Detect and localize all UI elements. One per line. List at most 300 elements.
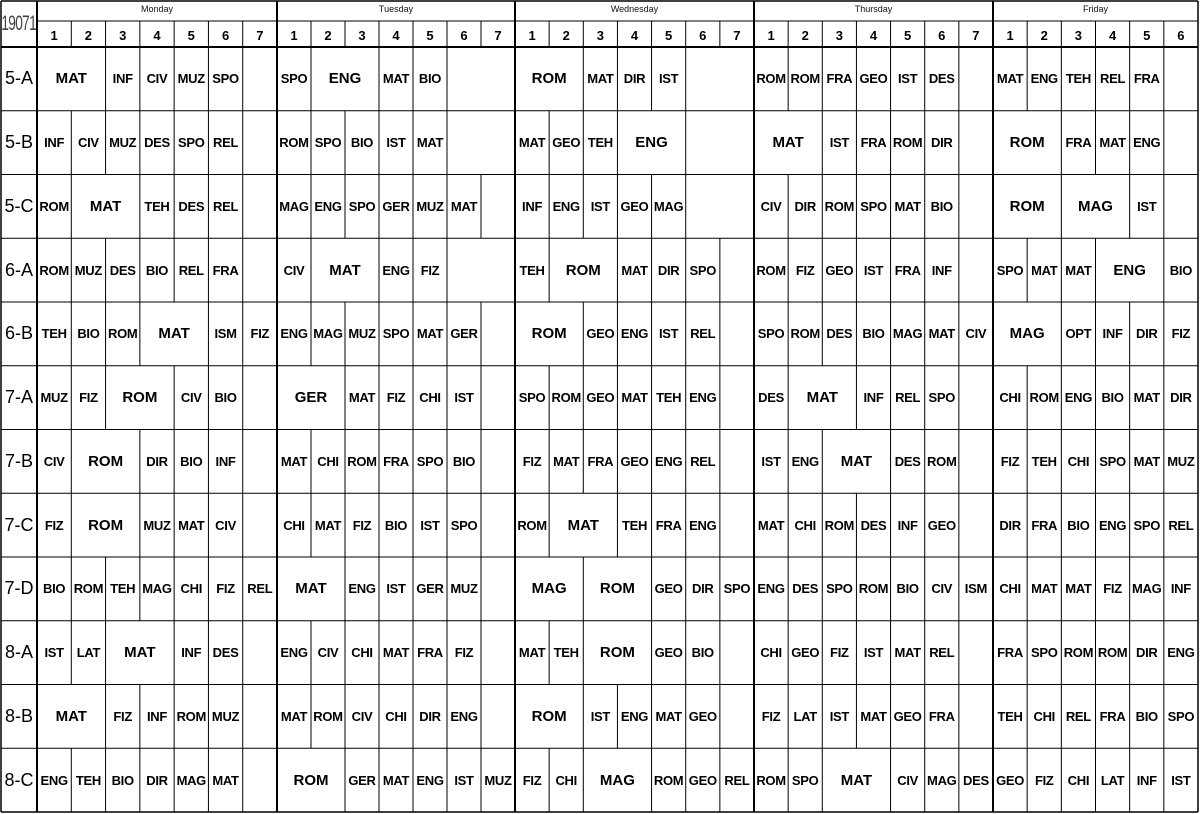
- lesson-cell: GEO: [825, 262, 854, 278]
- lesson-cell: MAT: [280, 453, 308, 469]
- lesson-cell: ROM: [1097, 645, 1128, 661]
- lesson-cell: CIV: [760, 198, 782, 214]
- lesson-cell: FRA: [212, 262, 239, 278]
- lesson-cell: REL: [929, 645, 955, 661]
- lesson-cell: BIO: [214, 390, 237, 406]
- period-number: 4: [630, 27, 639, 43]
- lesson-cell: REL: [178, 262, 204, 278]
- lesson-cell: DES: [758, 390, 784, 406]
- period-number: 3: [1074, 27, 1083, 43]
- lesson-cell: BIO: [1135, 708, 1158, 724]
- lesson-cell: DES: [792, 581, 819, 597]
- lesson-cell: TEH: [997, 708, 1023, 724]
- lesson-cell: ENG: [1167, 645, 1195, 661]
- lesson-cell: BIO: [418, 71, 442, 87]
- lesson-cell: IST: [658, 71, 679, 87]
- lesson-cell: REL: [213, 135, 239, 151]
- lesson-cell: INF: [1170, 581, 1191, 597]
- lesson-cell: INF: [112, 71, 133, 87]
- lesson-cell: CIV: [965, 326, 987, 342]
- lesson-cell: CIV: [78, 135, 99, 151]
- lesson-cell: FIZ: [250, 326, 270, 342]
- lesson-cell: MUZ: [40, 390, 68, 406]
- lesson-cell: GEO: [688, 708, 717, 724]
- lesson-cell: GEO: [893, 708, 922, 724]
- period-number: 6: [460, 27, 468, 43]
- lesson-cell: ROM: [1009, 134, 1045, 152]
- class-label: 6-A: [4, 259, 33, 280]
- lesson-cell: DIR: [999, 517, 1021, 533]
- lesson-cell: MAT: [382, 71, 410, 87]
- lesson-cell: MAT: [348, 390, 376, 406]
- lesson-cell: MAT: [416, 135, 444, 151]
- period-number: 4: [153, 27, 161, 43]
- day-label: Monday: [140, 4, 174, 14]
- lesson-cell: MAT: [806, 389, 838, 407]
- lesson-cell: SPO: [928, 390, 956, 406]
- lesson-cell: GER: [416, 581, 444, 597]
- lesson-cell: ENG: [689, 517, 717, 533]
- period-number: 5: [1143, 27, 1151, 43]
- period-number: 6: [938, 27, 946, 43]
- lesson-cell: REL: [895, 390, 921, 406]
- lesson-cell: ROM: [1029, 390, 1059, 406]
- lesson-cell: MAT: [840, 771, 873, 789]
- lesson-cell: LAT: [793, 708, 817, 724]
- class-label: 5-A: [4, 68, 33, 89]
- lesson-cell: DIR: [794, 198, 816, 214]
- lesson-cell: GEO: [586, 390, 615, 406]
- lesson-cell: ENG: [280, 326, 308, 342]
- lesson-cell: IST: [590, 708, 611, 724]
- lesson-cell: CHI: [1067, 453, 1090, 469]
- lesson-cell: INF: [863, 390, 884, 406]
- lesson-cell: CHI: [1067, 772, 1090, 788]
- lesson-cell: ROM: [531, 70, 567, 88]
- lesson-cell: LAT: [1100, 772, 1125, 788]
- lesson-cell: FRA: [826, 71, 853, 87]
- lesson-cell: MAT: [587, 71, 614, 87]
- lesson-cell: FRA: [1031, 517, 1058, 533]
- lesson-cell: IST: [1171, 772, 1191, 788]
- lesson-cell: ROM: [1063, 645, 1094, 661]
- lesson-cell: ROM: [824, 198, 855, 214]
- lesson-cell: ENG: [450, 708, 478, 724]
- lesson-cell: MUZ: [1167, 453, 1195, 469]
- lesson-cell: ROM: [599, 580, 635, 598]
- lesson-cell: IST: [44, 645, 64, 661]
- period-number: 1: [767, 27, 775, 43]
- lesson-cell: TEH: [621, 517, 648, 533]
- period-number: 1: [290, 27, 298, 43]
- lesson-cell: BIO: [896, 581, 919, 597]
- lesson-cell: IST: [454, 772, 474, 788]
- lesson-cell: CIV: [317, 645, 339, 661]
- lesson-cell: MAT: [89, 197, 122, 215]
- period-number: 5: [665, 27, 673, 43]
- lesson-cell: DES: [928, 71, 955, 87]
- lesson-cell: INF: [146, 708, 167, 724]
- period-number: 4: [869, 27, 878, 43]
- lesson-cell: DIR: [623, 71, 646, 87]
- lesson-cell: INF: [897, 517, 918, 533]
- lesson-cell: ROM: [313, 708, 343, 724]
- lesson-cell: LAT: [76, 645, 101, 661]
- class-label: 8-A: [4, 642, 33, 663]
- lesson-cell: GEO: [859, 71, 888, 87]
- lesson-cell: MAT: [553, 453, 580, 469]
- lesson-cell: MUZ: [109, 135, 137, 151]
- lesson-cell: IST: [863, 262, 884, 278]
- period-number: 2: [1040, 27, 1048, 43]
- lesson-cell: BIO: [77, 326, 100, 342]
- lesson-cell: GEO: [654, 581, 683, 597]
- day-label: Tuesday: [378, 4, 414, 14]
- lesson-cell: ROM: [517, 517, 547, 533]
- lesson-cell: BIO: [1067, 517, 1090, 533]
- lesson-cell: FIZ: [522, 453, 542, 469]
- lesson-cell: SPO: [212, 71, 239, 87]
- lesson-cell: ENG: [635, 134, 668, 152]
- lesson-cell: SPO: [314, 135, 342, 151]
- lesson-cell: MAT: [860, 708, 887, 724]
- lesson-cell: MAT: [1065, 581, 1092, 597]
- lesson-cell: MAT: [314, 517, 342, 533]
- lesson-cell: MAT: [567, 516, 599, 534]
- lesson-cell: GEO: [552, 135, 581, 151]
- period-number: 1: [528, 27, 536, 43]
- lesson-cell: DIR: [657, 262, 680, 278]
- lesson-cell: INF: [181, 645, 202, 661]
- lesson-cell: IST: [761, 453, 781, 469]
- lesson-cell: ROM: [531, 325, 567, 343]
- lesson-cell: REL: [690, 326, 716, 342]
- lesson-cell: BIO: [350, 135, 374, 151]
- lesson-cell: GER: [348, 772, 376, 788]
- lesson-cell: MUZ: [177, 71, 205, 87]
- lesson-cell: MAT: [212, 772, 239, 788]
- lesson-cell: MAG: [927, 772, 957, 788]
- lesson-cell: FRA: [383, 453, 409, 469]
- timetable-grid: [1, 1, 1198, 812]
- lesson-cell: GEO: [927, 517, 956, 533]
- lesson-cell: SPO: [826, 581, 853, 597]
- lesson-cell: SPO: [689, 262, 717, 278]
- lesson-cell: MAT: [178, 517, 205, 533]
- lesson-cell: DES: [178, 198, 205, 214]
- lesson-cell: TEH: [75, 772, 101, 788]
- lesson-cell: SPO: [382, 326, 410, 342]
- lesson-cell: MUZ: [74, 262, 103, 278]
- lesson-cell: ENG: [280, 645, 308, 661]
- lesson-cell: GER: [294, 389, 328, 407]
- lesson-cell: MAT: [280, 708, 308, 724]
- lesson-cell: FRA: [1065, 135, 1092, 151]
- lesson-cell: CIV: [146, 71, 168, 87]
- lesson-cell: ROM: [88, 452, 124, 470]
- lesson-cell: DES: [144, 135, 170, 151]
- lesson-cell: ROM: [927, 453, 957, 469]
- lesson-cell: GEO: [688, 772, 717, 788]
- lesson-cell: IST: [897, 71, 918, 87]
- lesson-cell: IST: [658, 326, 679, 342]
- lesson-cell: ROM: [122, 389, 158, 407]
- lesson-cell: MAT: [996, 71, 1024, 87]
- lesson-cell: CHI: [794, 517, 816, 533]
- lesson-cell: CIV: [283, 262, 305, 278]
- lesson-cell: BIO: [1101, 390, 1124, 406]
- lesson-cell: INF: [215, 453, 236, 469]
- lesson-cell: DIR: [1135, 326, 1158, 342]
- lesson-cell: ROM: [790, 71, 820, 87]
- lesson-cell: MAT: [757, 517, 785, 533]
- lesson-cell: TEH: [1065, 71, 1091, 87]
- lesson-cell: BIO: [1169, 262, 1193, 278]
- lesson-cell: FIZ: [1103, 581, 1122, 597]
- lesson-cell: MAG: [1009, 325, 1045, 343]
- lesson-cell: GER: [382, 198, 410, 214]
- lesson-cell: ROM: [88, 516, 124, 534]
- lesson-cell: BIO: [180, 453, 203, 469]
- lesson-cell: MAG: [599, 771, 635, 789]
- lesson-cell: MAG: [1132, 581, 1162, 597]
- lesson-cell: DIR: [419, 708, 441, 724]
- lesson-cell: IST: [1137, 198, 1157, 214]
- lesson-cell: CIV: [215, 517, 236, 533]
- class-label: 8-B: [4, 705, 33, 726]
- lesson-cell: MAT: [1065, 262, 1092, 278]
- lesson-cell: FRA: [860, 135, 887, 151]
- lesson-cell: SPO: [280, 71, 308, 87]
- lesson-cell: FIZ: [113, 708, 132, 724]
- lesson-cell: MAT: [55, 707, 87, 725]
- lesson-cell: ENG: [328, 70, 362, 88]
- lesson-cell: GEO: [654, 645, 683, 661]
- lesson-cell: TEH: [553, 645, 579, 661]
- lesson-cell: ENG: [40, 772, 68, 788]
- lesson-cell: FIZ: [216, 581, 235, 597]
- lesson-cell: ENG: [654, 453, 683, 469]
- period-number: 3: [596, 27, 604, 43]
- lesson-cell: MAG: [531, 580, 567, 598]
- lesson-cell: SPO: [1099, 453, 1126, 469]
- lesson-cell: CHI: [180, 581, 203, 597]
- lesson-cell: CHI: [351, 645, 373, 661]
- lesson-cell: ENG: [382, 262, 410, 278]
- lesson-cell: ENG: [416, 772, 444, 788]
- lesson-cell: FRA: [894, 262, 921, 278]
- lesson-cell: DIR: [1135, 645, 1158, 661]
- lesson-cell: SPO: [1030, 645, 1058, 661]
- lesson-cell: ROM: [824, 517, 855, 533]
- class-label: 5-B: [4, 132, 33, 153]
- lesson-cell: BIO: [145, 262, 169, 278]
- lesson-cell: FIZ: [522, 772, 542, 788]
- lesson-cell: ENG: [620, 326, 649, 342]
- lesson-cell: MAT: [416, 326, 444, 342]
- lesson-cell: REL: [213, 198, 239, 214]
- lesson-cell: MAT: [1031, 581, 1058, 597]
- lesson-cell: MAT: [772, 134, 804, 152]
- lesson-cell: MAT: [928, 326, 955, 342]
- lesson-cell: FRA: [928, 708, 955, 724]
- lesson-cell: TEH: [587, 135, 613, 151]
- lesson-cell: ROM: [565, 261, 601, 279]
- class-label: 6-B: [4, 323, 33, 344]
- lesson-cell: MAT: [1099, 135, 1126, 151]
- lesson-cell: ENG: [552, 198, 580, 214]
- lesson-cell: ROM: [73, 581, 104, 597]
- lesson-cell: TEH: [144, 198, 170, 214]
- lesson-cell: SPO: [860, 198, 887, 214]
- lesson-cell: MUZ: [416, 198, 444, 214]
- lesson-cell: DES: [109, 262, 136, 278]
- lesson-cell: ROM: [176, 708, 206, 724]
- lesson-cell: BIO: [43, 581, 66, 597]
- period-number: 7: [972, 27, 980, 43]
- lesson-cell: MAT: [1031, 262, 1058, 278]
- lesson-cell: DIR: [146, 772, 168, 788]
- lesson-cell: BIO: [930, 198, 953, 214]
- period-number: 1: [1006, 27, 1014, 43]
- lesson-cell: DIR: [146, 453, 168, 469]
- lesson-cell: ENG: [1064, 390, 1093, 406]
- lesson-cell: FIZ: [761, 708, 781, 724]
- period-number: 3: [835, 27, 843, 43]
- class-label: 7-D: [4, 578, 34, 599]
- period-number: 5: [904, 27, 912, 43]
- lesson-cell: IST: [386, 581, 406, 597]
- lesson-cell: ROM: [39, 262, 69, 278]
- lesson-cell: IST: [386, 135, 406, 151]
- lesson-cell: MAT: [894, 198, 921, 214]
- lesson-cell: BIO: [691, 645, 714, 661]
- lesson-cell: MAG: [176, 772, 206, 788]
- lesson-cell: MUZ: [450, 581, 478, 597]
- lesson-cell: DES: [212, 645, 239, 661]
- lesson-cell: MAG: [892, 326, 923, 342]
- lesson-cell: TEH: [656, 390, 682, 406]
- class-label: 8-C: [4, 769, 34, 790]
- lesson-cell: SPO: [518, 390, 546, 406]
- period-number: 4: [1108, 27, 1117, 43]
- lesson-cell: GEO: [620, 453, 649, 469]
- lesson-cell: MAT: [1133, 390, 1160, 406]
- lesson-cell: FIZ: [830, 645, 849, 661]
- lesson-cell: ENG: [1133, 135, 1161, 151]
- lesson-cell: SPO: [723, 581, 751, 597]
- class-label: 5-C: [4, 195, 34, 216]
- lesson-cell: CIV: [931, 581, 953, 597]
- lesson-cell: GEO: [586, 326, 615, 342]
- lesson-cell: ROM: [293, 771, 329, 789]
- lesson-cell: MUZ: [143, 517, 171, 533]
- lesson-cell: INF: [522, 198, 543, 214]
- lesson-cell: REL: [1168, 517, 1194, 533]
- lesson-cell: ENG: [620, 708, 649, 724]
- lesson-cell: GER: [450, 326, 478, 342]
- lesson-cell: MAT: [124, 644, 156, 662]
- period-number: 7: [256, 27, 264, 43]
- lesson-cell: FIZ: [1034, 772, 1054, 788]
- lesson-cell: MAT: [518, 135, 546, 151]
- lesson-cell: MAG: [653, 198, 684, 214]
- lesson-cell: FIZ: [352, 517, 372, 533]
- lesson-cell: BIO: [452, 453, 476, 469]
- lesson-cell: CHI: [283, 517, 305, 533]
- period-number: 2: [562, 27, 570, 43]
- lesson-cell: SPO: [996, 262, 1024, 278]
- lesson-cell: ENG: [1098, 517, 1127, 533]
- lesson-cell: FRA: [997, 645, 1023, 661]
- lesson-cell: MAT: [158, 325, 190, 343]
- lesson-cell: MAT: [621, 390, 648, 406]
- lesson-cell: DIR: [931, 135, 953, 151]
- lesson-cell: FRA: [417, 645, 443, 661]
- lesson-cell: MAT: [329, 261, 361, 279]
- lesson-cell: MAT: [382, 645, 410, 661]
- lesson-cell: SPO: [757, 326, 785, 342]
- lesson-cell: CIV: [43, 453, 65, 469]
- period-number: 3: [358, 27, 366, 43]
- class-label: 7-B: [4, 450, 33, 471]
- period-number: 5: [187, 27, 195, 43]
- lesson-cell: ROM: [1009, 197, 1045, 215]
- lesson-cell: REL: [1100, 71, 1126, 87]
- lesson-cell: CHI: [317, 453, 339, 469]
- lesson-cell: IST: [829, 135, 850, 151]
- period-number: 2: [324, 27, 332, 43]
- lesson-cell: ENG: [348, 581, 376, 597]
- lesson-cell: BIO: [862, 326, 885, 342]
- period-number: 6: [699, 27, 707, 43]
- lesson-cell: BIO: [384, 517, 408, 533]
- lesson-cell: INF: [1136, 772, 1157, 788]
- lesson-cell: REL: [247, 581, 273, 597]
- lesson-cell: ROM: [756, 772, 786, 788]
- lesson-cell: ENG: [689, 390, 717, 406]
- lesson-cell: MUZ: [211, 708, 240, 724]
- lesson-cell: CIV: [351, 708, 373, 724]
- day-label: Friday: [1082, 4, 1108, 14]
- lesson-cell: CHI: [999, 390, 1021, 406]
- lesson-cell: IST: [829, 708, 850, 724]
- lesson-cell: MUZ: [348, 326, 376, 342]
- lesson-cell: MAT: [621, 262, 648, 278]
- lesson-cell: CHI: [555, 772, 577, 788]
- period-number: 7: [733, 27, 741, 43]
- lesson-cell: MAT: [894, 645, 921, 661]
- lesson-cell: IST: [454, 390, 474, 406]
- lesson-cell: SPO: [1167, 708, 1195, 724]
- lesson-cell: REL: [724, 772, 750, 788]
- lesson-cell: FIZ: [1000, 453, 1020, 469]
- lesson-cell: ROM: [858, 581, 889, 597]
- class-label: 7-A: [4, 387, 33, 408]
- lesson-cell: ROM: [756, 71, 786, 87]
- lesson-cell: FRA: [1099, 708, 1126, 724]
- lesson-cell: ENG: [1030, 71, 1058, 87]
- lesson-cell: FIZ: [79, 390, 98, 406]
- lesson-cell: CHI: [385, 708, 407, 724]
- lesson-cell: INF: [44, 135, 65, 151]
- lesson-cell: ROM: [531, 707, 567, 725]
- lesson-cell: ROM: [790, 326, 820, 342]
- lesson-cell: DES: [826, 326, 853, 342]
- period-number: 2: [801, 27, 809, 43]
- lesson-cell: TEH: [519, 262, 545, 278]
- lesson-cell: ROM: [279, 135, 309, 151]
